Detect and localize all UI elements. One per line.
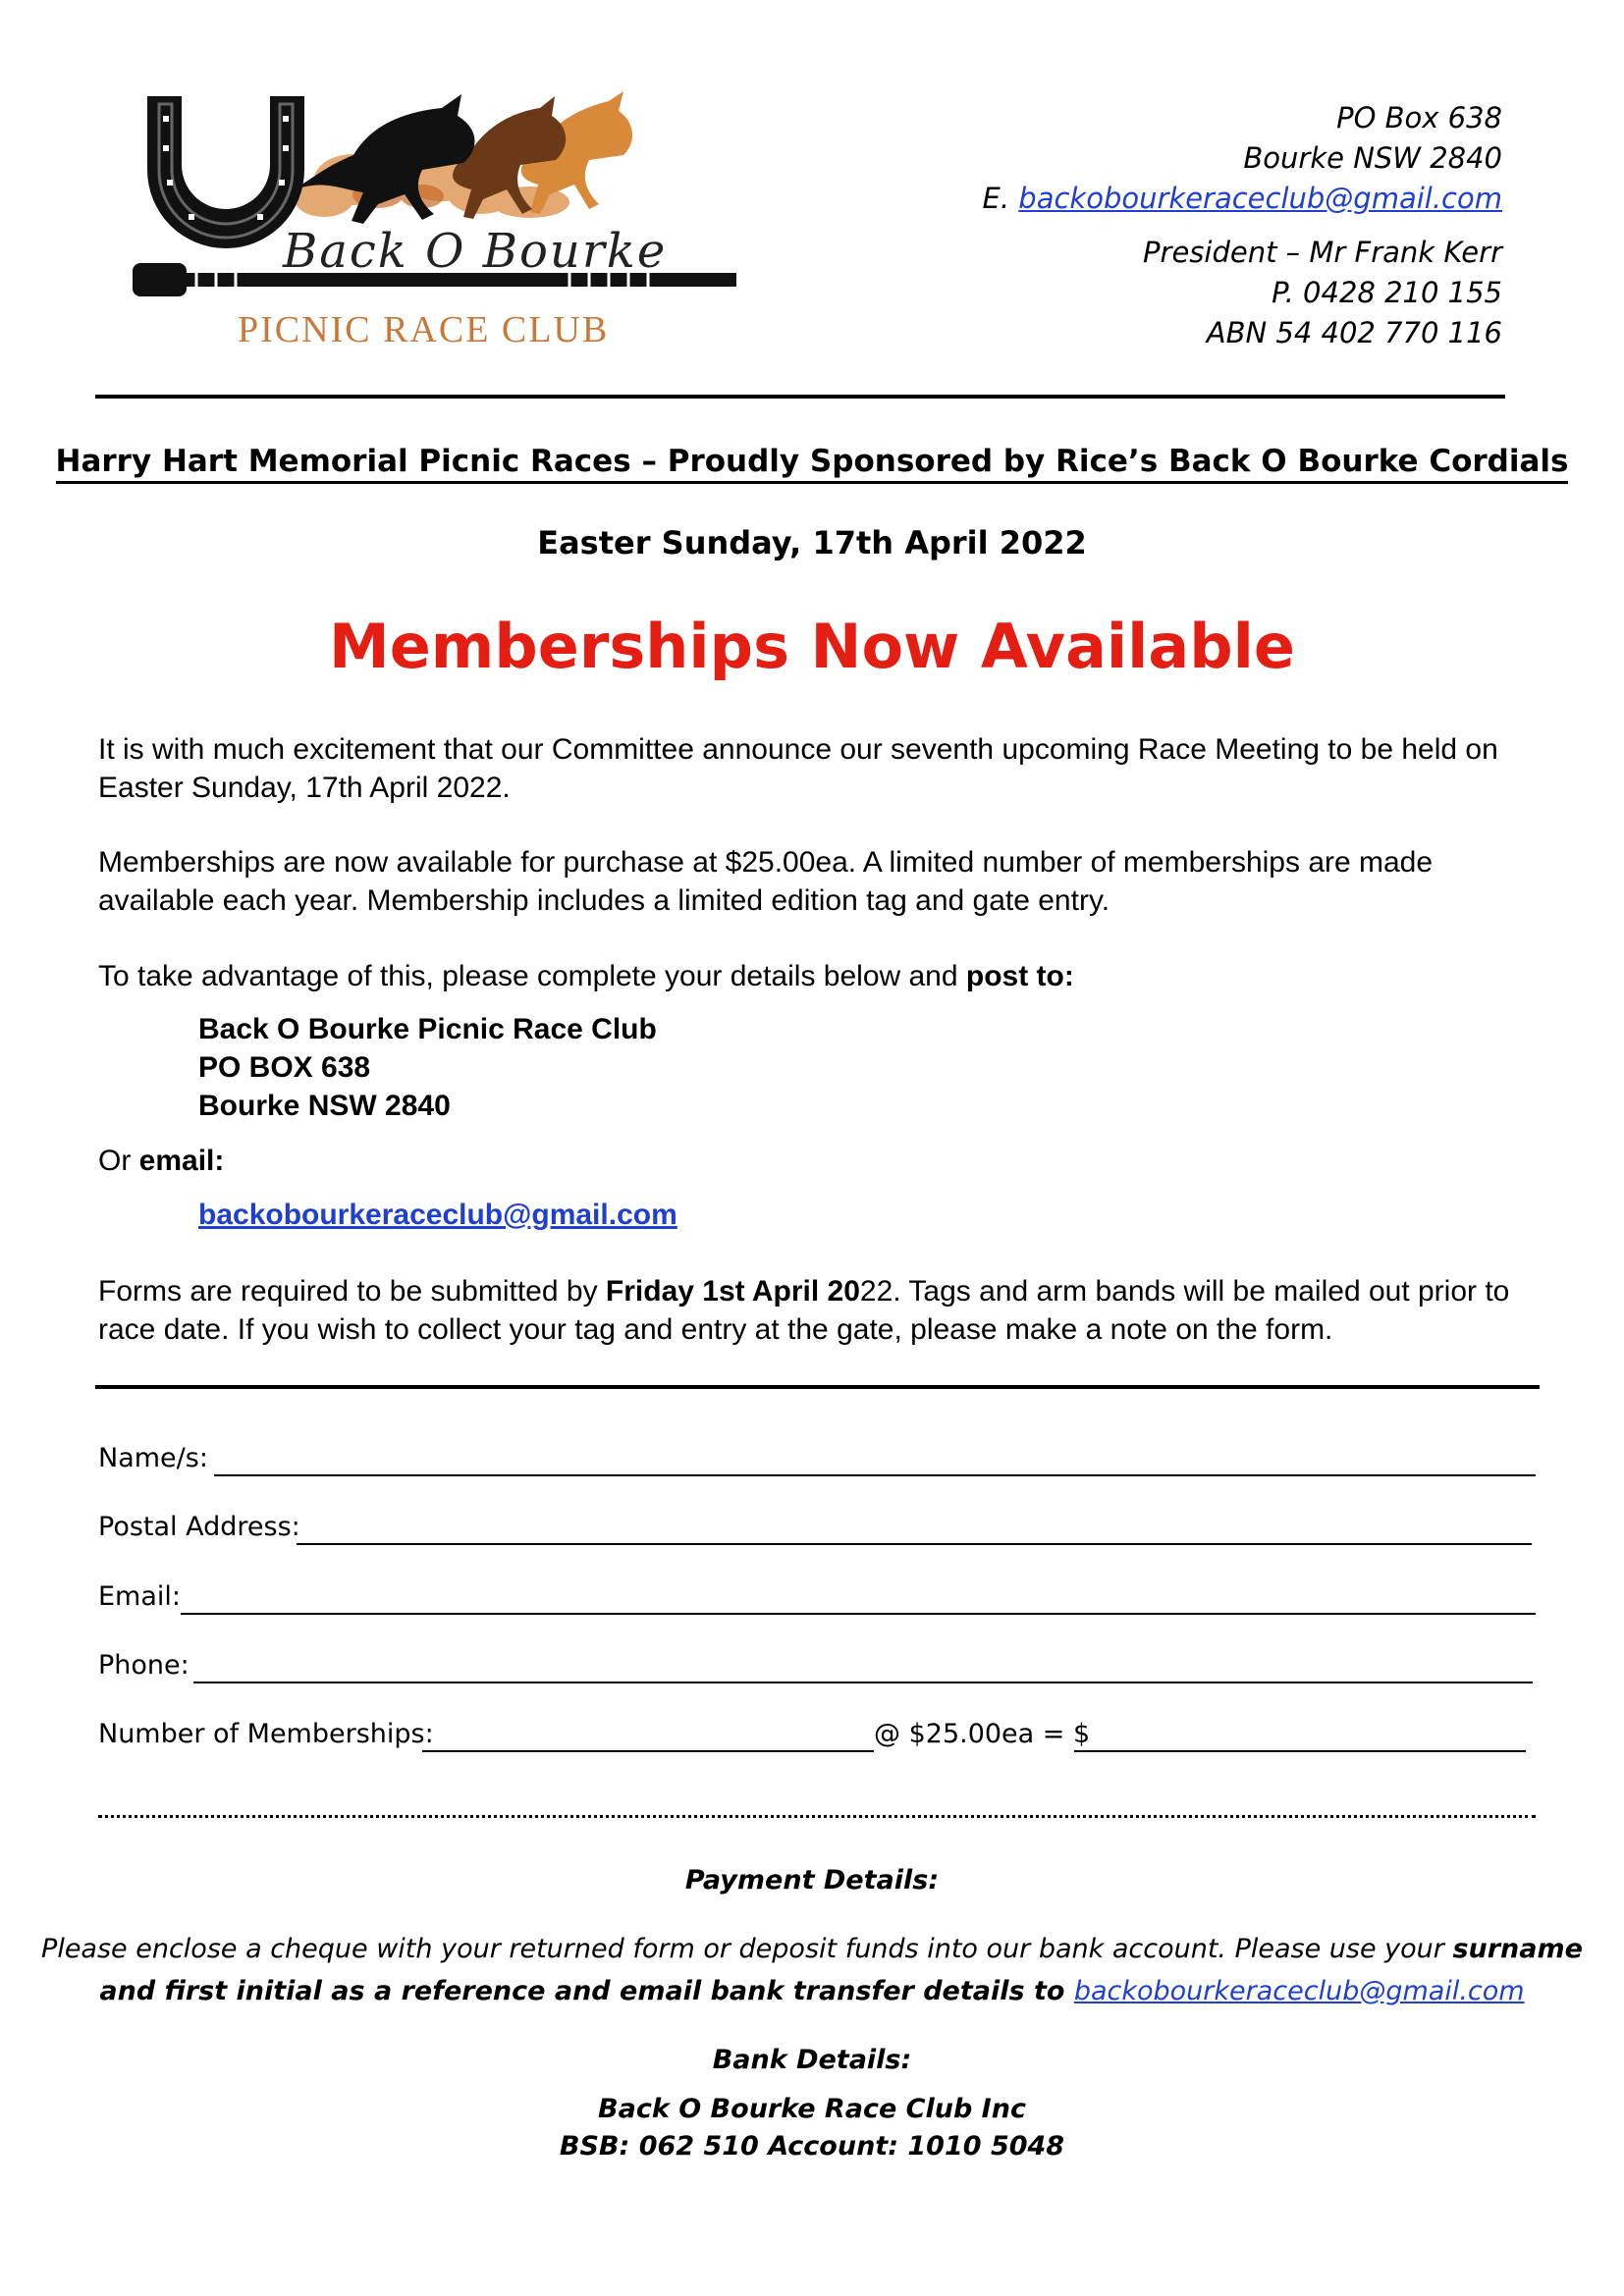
membership-paragraph: Memberships are now available for purchase at $25.00ea. A limited number of memberships are made available each year. Membership includes a limited edition tag and gate entry. bbox=[98, 846, 1434, 917]
address-row bbox=[98, 1512, 300, 1542]
header-email-link[interactable]: backobourkeraceclub@gmail.com bbox=[1018, 182, 1502, 215]
body-email-link[interactable]: backobourkeraceclub@gmail.com bbox=[198, 1199, 677, 1231]
club-logo bbox=[128, 86, 766, 351]
contact-block bbox=[983, 98, 1502, 353]
sponsor-heading: Harry Hart Memorial Picnic Races – Proudly Sponsored by Rice’s Back O Bourke Cordials bbox=[0, 444, 1624, 479]
email-instruction: Or email: bbox=[98, 1145, 225, 1177]
headline: Memberships Now Available bbox=[329, 611, 1295, 682]
logo-subtitle: PICNIC RACE CLUB bbox=[238, 309, 610, 350]
memberships-row bbox=[98, 1719, 434, 1749]
name-field[interactable] bbox=[214, 1474, 1536, 1476]
dotted-separator bbox=[98, 1815, 1536, 1818]
header-divider bbox=[95, 395, 1505, 399]
price-label: @ $25.00ea = $ bbox=[874, 1719, 1091, 1749]
bank-name: Back O Bourke Race Club Inc bbox=[598, 2094, 1026, 2124]
president: President – Mr Frank Kerr bbox=[1143, 236, 1502, 269]
address-line: PO BOX 638 bbox=[198, 1051, 371, 1084]
address-label: Postal Address: bbox=[98, 1512, 300, 1542]
payment-line-1: Please enclose a cheque with your returned form or deposit funds into our bank account. Please use your surname bbox=[41, 1934, 1583, 1964]
memberships-label: Number of Memberships: bbox=[98, 1719, 434, 1749]
phone-row bbox=[98, 1650, 189, 1681]
town: Bourke NSW 2840 bbox=[1243, 141, 1502, 175]
abn: ABN 54 402 770 116 bbox=[1206, 316, 1502, 349]
bank-numbers: BSB: 062 510 Account: 1010 5048 bbox=[559, 2131, 1065, 2162]
logo-script-title: Back O Bourke bbox=[283, 224, 668, 279]
name-label: Name/s: bbox=[98, 1443, 208, 1473]
deadline-paragraph: Forms are required to be submitted by Friday 1st April 2022. Tags and arm bands will be mailed out prior to race date. If you wish to collect your tag and entry at the gate, please make a note on the form. bbox=[98, 1275, 1510, 1346]
email-label: Email: bbox=[98, 1581, 182, 1612]
post-instruction: To take advantage of this, please complete your details below and post to: bbox=[98, 960, 1074, 992]
email-row bbox=[98, 1581, 181, 1612]
bank-title: Bank Details: bbox=[712, 2045, 912, 2075]
email-address bbox=[198, 1196, 677, 1234]
event-date: Easter Sunday, 17th April 2022 bbox=[537, 524, 1087, 561]
po-box: PO Box 638 bbox=[1336, 101, 1502, 134]
postal-address-field[interactable] bbox=[297, 1543, 1532, 1545]
address-line: Back O Bourke Picnic Race Club bbox=[198, 1013, 657, 1045]
name-row bbox=[98, 1443, 208, 1473]
payment-email-link[interactable]: backobourkeraceclub@gmail.com bbox=[1073, 1976, 1525, 2006]
phone-label: Phone: bbox=[98, 1650, 189, 1681]
email-field[interactable] bbox=[181, 1613, 1536, 1615]
email-line bbox=[983, 179, 1502, 219]
total-amount-field[interactable] bbox=[1074, 1750, 1526, 1752]
payment-line-2: and first initial as a reference and email bank transfer details to backobourkeraceclub@gmail.com bbox=[99, 1976, 1525, 2006]
phone-field[interactable] bbox=[193, 1682, 1533, 1683]
email-prefix: E. bbox=[982, 182, 1019, 215]
memberships-count-field[interactable] bbox=[422, 1750, 874, 1752]
intro-paragraph: It is with much excitement that our Committee announce our seventh upcoming Race Meeting to be held on Easter Sunday, 17th April 2022. bbox=[98, 733, 1498, 804]
phone: P. 0428 210 155 bbox=[1272, 276, 1502, 309]
form-divider bbox=[95, 1385, 1540, 1389]
address-line: Bourke NSW 2840 bbox=[198, 1090, 451, 1122]
postal-address bbox=[198, 1010, 657, 1125]
payment-title: Payment Details: bbox=[684, 1865, 940, 1896]
